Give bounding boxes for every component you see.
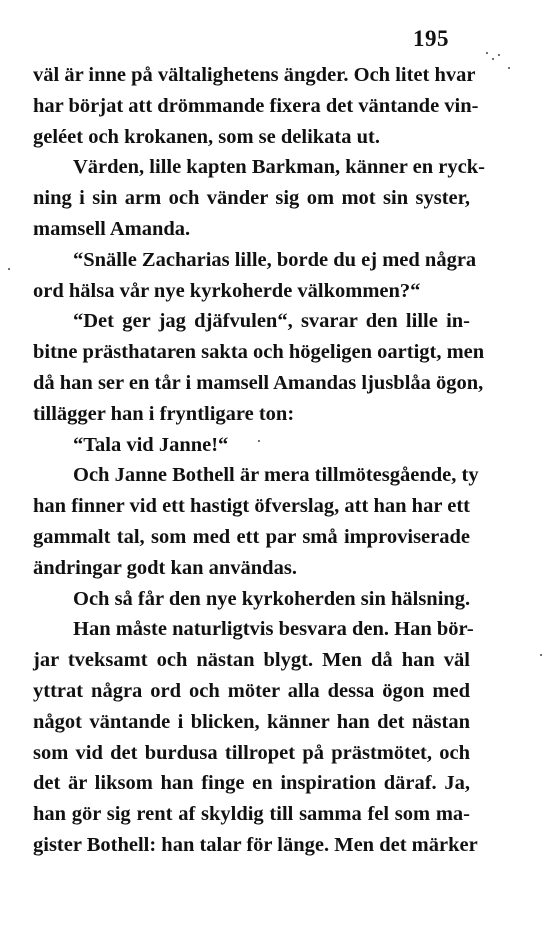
text-line: gammalt tal, som med ett par små improviserade	[33, 525, 470, 548]
text-line: geléet och krokanen, som se delikata ut.	[33, 125, 380, 148]
text-line: det är liksom han finge en inspiration däraf. Ja,	[33, 772, 470, 795]
text-line: han gör sig rent af skyldig till samma fel som ma-	[33, 803, 470, 826]
print-speck	[258, 440, 260, 442]
text-line: gister Bothell: han talar för länge. Men det märker	[33, 833, 478, 856]
text-line: något väntande i blicken, känner han det nästan	[33, 710, 470, 733]
text-line: då han ser en tår i mamsell Amandas ljusblåa ögon,	[33, 371, 484, 394]
print-speck	[486, 52, 488, 54]
text-line: ändringar godt kan användas.	[33, 556, 297, 579]
text-line: yttrat några ord och möter alla dessa ögon med	[33, 679, 470, 702]
text-line: “Tala vid Janne!“	[73, 433, 229, 456]
text-line: “Det ger jag djäfvulen“, svarar den lille in-	[73, 310, 470, 333]
page-number: 195	[413, 26, 449, 51]
text-line: Värden, lille kapten Barkman, känner en ryck-	[73, 156, 485, 179]
text-line: har börjat att drömmande fixera det väntande vin-	[33, 94, 479, 117]
text-line: Och så får den nye kyrkoherden sin hälsning.	[73, 587, 471, 610]
text-line: Och Janne Bothell är mera tillmötesgående, ty	[73, 464, 479, 487]
print-speck	[8, 268, 10, 270]
text-line: Han måste naturligtvis besvara den. Han bör-	[73, 618, 474, 641]
text-line: ning i sin arm och vänder sig om mot sin syster,	[33, 187, 470, 210]
body-text	[33, 60, 485, 861]
text-line: som vid det burdusa tillropet på prästmötet, och	[33, 741, 470, 764]
text-line: han finner vid ett hastigt öfverslag, att han har ett	[33, 495, 470, 518]
text-line: ord hälsa vår nye kyrkoherde välkommen?“	[33, 279, 421, 302]
print-speck	[540, 654, 542, 656]
text-line: tillägger han i fryntligare ton:	[33, 402, 295, 425]
text-line: väl är inne på vältalighetens ängder. Och litet hvar	[33, 64, 476, 86]
text-line: jar tveksamt och nästan blygt. Men då han väl	[33, 649, 470, 672]
print-speck	[498, 54, 500, 56]
print-speck	[492, 58, 494, 60]
text-line: “Snälle Zacharias lille, borde du ej med några	[73, 248, 477, 271]
text-line: bitne prästhataren sakta och högeligen oartigt, men	[33, 341, 485, 364]
print-speck	[508, 67, 510, 69]
text-line: mamsell Amanda.	[33, 217, 191, 240]
